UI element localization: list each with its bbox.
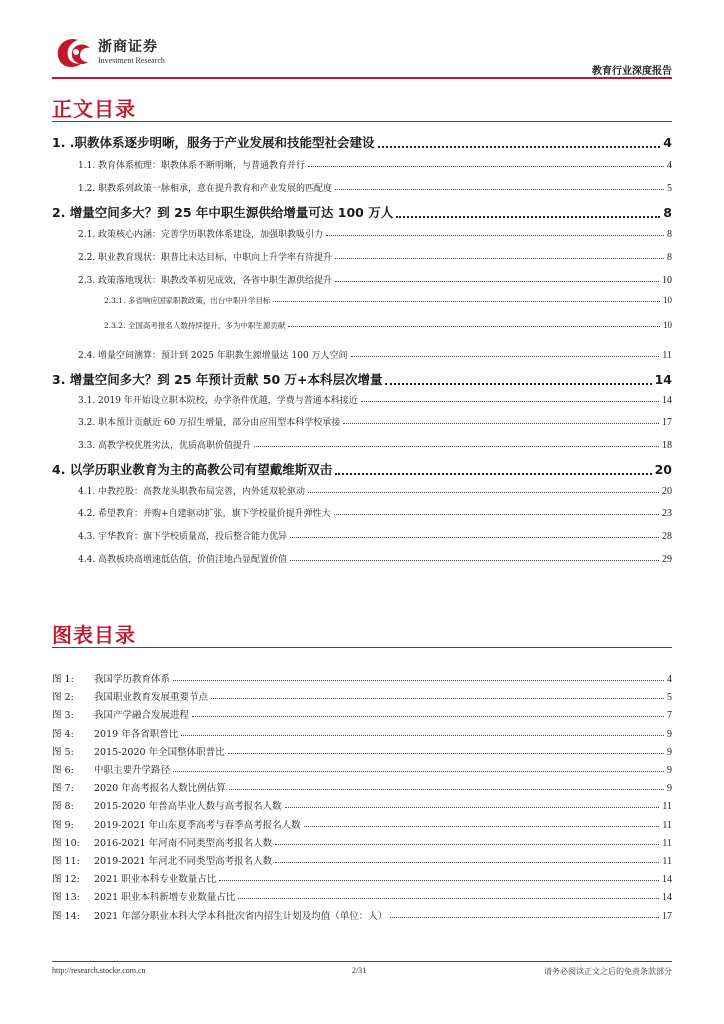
toc-entry-page: 10 (663, 295, 672, 305)
figure-label: 图 5: (52, 746, 74, 758)
figure-page: 9 (667, 765, 672, 776)
footer-url[interactable]: http://research.stocke.com.cn (52, 966, 146, 975)
figure-label: 图 13: (52, 892, 80, 904)
dot-leader (308, 492, 659, 493)
dot-leader (390, 917, 659, 918)
dot-leader (238, 898, 659, 899)
toc-entry-text: 4.4. 高教板块高增速低估值，价值洼地凸显配置价值 (78, 555, 288, 565)
page-number: 2/31 (352, 966, 367, 975)
figure-page: 11 (662, 819, 672, 831)
toc-entry-text: 1.2. 职教系列政策一脉相承，意在提升教育和产业发展的匹配度 (78, 184, 333, 194)
toc-entry-page: 4 (667, 160, 672, 171)
toc-entry[interactable] (104, 295, 672, 306)
toc-entry-page: 29 (662, 554, 672, 565)
footer-divider (52, 961, 672, 962)
toc-entry-text: 2.3. 政策落地现状：职教改革初见成效，各省中职生源供给提升 (78, 276, 333, 286)
figure-page: 7 (667, 710, 672, 722)
toc-entry-page: 8 (667, 252, 672, 263)
toc-entry-page: 17 (662, 417, 672, 428)
figure-page: 9 (667, 783, 672, 795)
figure-label: 图 3: (52, 710, 74, 722)
figure-label: 图 10: (52, 837, 80, 849)
toc-entry-page: 14 (654, 372, 672, 387)
toc-entry[interactable] (78, 506, 672, 519)
figure-label: 图 6: (52, 765, 74, 776)
figures-title-divider (52, 647, 672, 648)
figure-entry[interactable] (52, 853, 672, 867)
toc-entry-text: 4. 以学历职业教育为主的高教公司有望戴维斯双击 (52, 462, 333, 477)
dot-leader (254, 446, 659, 447)
toc-entry-page: 20 (662, 486, 672, 497)
dot-leader (385, 383, 651, 385)
toc-entry-text: 3. 增量空间多大？到 25 年预计贡献 50 万+本科层次增量 (52, 372, 383, 387)
figure-title: 2021 职业本科专业数量占比 (94, 874, 217, 886)
figure-entry[interactable] (52, 908, 672, 922)
toc-entry-text: 2. 增量空间多大？到 25 年中职生源供给增量可达 100 万人 (52, 205, 394, 220)
footer-disclaimer: 请务必阅读正文之后的免责条款部分 (544, 967, 672, 976)
toc-entry-text: 1. .职教体系逐步明晰，服务于产业发展和技能型社会建设 (52, 135, 375, 150)
toc-entry-text: 3.1. 2019 年开始设立职本院校，办学条件优越，学费与普通本科接近 (78, 396, 358, 406)
figure-entry[interactable] (52, 707, 672, 721)
toc-entry-text: 2.1. 政策核心内涵：完善学历职教体系建设，加强职教吸引力 (78, 230, 324, 240)
dot-leader (308, 166, 664, 167)
dot-leader (219, 880, 659, 881)
toc-entry[interactable] (52, 460, 672, 478)
figure-entry[interactable] (52, 780, 672, 794)
figure-title: 我国学历教育体系 (94, 674, 171, 685)
toc-entry[interactable] (52, 370, 672, 388)
figure-page: 11 (662, 801, 672, 813)
toc-entry[interactable] (52, 133, 672, 151)
figure-entry[interactable] (52, 871, 672, 885)
toc-entry-page: 4 (663, 135, 672, 150)
dot-leader (285, 807, 660, 808)
figure-title: 2015-2020 年全国整体职普比 (94, 746, 225, 758)
toc-entry[interactable] (78, 181, 672, 194)
figure-entry[interactable] (52, 835, 672, 849)
toc-entry-text: 2.3.1. 多省响应国家职教政策，出台中职升学目标 (104, 296, 271, 305)
dot-leader (351, 356, 660, 357)
figure-title: 2015-2020 年普高毕业人数与高考报名人数 (94, 801, 282, 813)
figure-page: 9 (667, 746, 672, 758)
figure-label: 图 11: (52, 856, 80, 867)
toc-entry[interactable] (78, 273, 672, 286)
toc-entry-text: 1.1. 教育体系梳理：职教体系不断明晰，与普通教育并行 (78, 161, 306, 171)
dot-leader (273, 301, 660, 302)
toc-entry[interactable] (78, 250, 672, 263)
figure-title: 中职主要升学路径 (94, 765, 171, 776)
toc-entry[interactable] (52, 203, 672, 221)
dot-leader (275, 844, 659, 845)
dot-leader (290, 560, 659, 561)
figure-page: 11 (662, 856, 672, 867)
dot-leader (181, 735, 664, 736)
toc-entry-text: 2.3.2. 全国高考报名人数持续提升，多为中职生源贡献 (104, 321, 286, 330)
figure-title: 我国产学融合发展进程 (94, 710, 190, 722)
toc-entry-text: 4.1. 中教控股：高教龙头职教布局完善，内外延双轮驱动 (78, 487, 306, 497)
dot-leader (396, 216, 660, 218)
figure-title: 2019-2021 年河北不同类型高考报名人数 (94, 856, 273, 867)
document-type: 教育行业深度报告 (592, 66, 672, 77)
toc-title-divider (52, 121, 672, 122)
figure-label: 图 9: (52, 819, 74, 831)
company-logo (52, 30, 202, 74)
figure-title: 我国职业教育发展重要节点 (94, 692, 209, 704)
figure-page: 5 (667, 692, 672, 704)
figure-title: 2021 职业本科新增专业数量占比 (94, 892, 236, 904)
dot-leader (335, 189, 664, 190)
figure-label: 图 12: (52, 874, 80, 886)
figure-entry[interactable] (52, 689, 672, 703)
figure-page: 14 (662, 892, 672, 904)
figure-label: 图 14: (52, 910, 80, 922)
dot-leader (343, 423, 659, 424)
figure-label: 图 7: (52, 783, 74, 795)
toc-entry-text: 3.3. 高教学校优胜劣汰，优质高职价值提升 (78, 441, 252, 451)
dot-leader (378, 146, 661, 148)
figures-title: 图表目录 (52, 623, 136, 647)
figure-entry[interactable] (52, 762, 672, 776)
figure-label: 图 1: (52, 674, 74, 685)
dot-leader (288, 326, 660, 327)
figure-title: 2019 年各省职普比 (94, 728, 179, 740)
header-divider (52, 77, 672, 79)
figure-entry[interactable] (52, 798, 672, 812)
toc-entry-text: 3.2. 职本预计贡献近 60 万招生增量，部分由应用型本科学校承接 (78, 418, 341, 428)
toc-entry-page: 23 (662, 508, 672, 519)
dot-leader (192, 716, 664, 717)
logo-emblem-icon (52, 32, 94, 72)
toc-entry-page: 10 (662, 275, 672, 286)
toc-entry-page: 11 (662, 350, 672, 361)
toc-entry-text: 4.3. 宇华教育：旗下学校质量高，投后整合能力优异 (78, 532, 288, 542)
dot-leader (326, 235, 664, 236)
toc-title: 正文目录 (52, 97, 136, 121)
toc-entry-page: 10 (663, 320, 672, 330)
toc-entry[interactable] (104, 320, 672, 331)
figure-page: 4 (667, 674, 672, 685)
company-name-en: Investment Research (98, 56, 165, 65)
toc-entry-page: 18 (662, 440, 672, 451)
dot-leader (275, 862, 659, 863)
toc-entry-page: 5 (667, 183, 672, 194)
dot-leader (335, 473, 651, 475)
figure-label: 图 4: (52, 728, 74, 740)
toc-entry[interactable] (78, 438, 672, 451)
dot-leader (228, 753, 664, 754)
figure-entry[interactable] (52, 889, 672, 903)
figure-label: 图 8: (52, 801, 74, 813)
figure-entry[interactable] (52, 817, 672, 831)
dot-leader (361, 401, 659, 402)
toc-entry-page: 8 (663, 205, 672, 220)
dot-leader (173, 680, 664, 681)
toc-entry[interactable] (78, 393, 672, 406)
toc-entry[interactable] (78, 552, 672, 565)
figure-entry[interactable] (52, 726, 672, 740)
toc-entry-text: 2.4. 增量空间测算：预计到 2025 年职教生源增量达 100 万人空间 (78, 351, 348, 361)
company-name-cn: 浙商证券 (98, 39, 158, 55)
dot-leader (334, 514, 659, 515)
figure-title: 2019-2021 年山东夏季高考与春季高考报名人数 (94, 819, 301, 831)
figure-title: 2020 年高考报名人数比例估算 (94, 783, 226, 795)
figure-page: 17 (662, 910, 672, 922)
toc-entry[interactable] (78, 348, 672, 361)
dot-leader (173, 771, 664, 772)
dot-leader (290, 537, 659, 538)
figure-entry[interactable] (52, 744, 672, 758)
figure-entry[interactable] (52, 671, 672, 685)
toc-entry-text: 2.2. 职业教育现状：职普比未达目标，中职向上升学率有待提升 (78, 253, 333, 263)
dot-leader (335, 281, 659, 282)
toc-entry-text: 4.2. 希望教育：并购+自建驱动扩张，旗下学校量价提升弹性大 (78, 509, 331, 519)
toc-entry-page: 8 (667, 229, 672, 240)
toc-entry[interactable] (78, 158, 672, 171)
dot-leader (211, 698, 664, 699)
toc-entry[interactable] (78, 227, 672, 240)
toc-entry-page: 14 (662, 395, 672, 406)
figure-page: 11 (662, 837, 672, 849)
figure-label: 图 2: (52, 692, 74, 704)
toc-entry-page: 28 (662, 531, 672, 542)
dot-leader (229, 789, 664, 790)
toc-entry[interactable] (78, 529, 672, 542)
figure-title: 2016-2021 年河南不同类型高考报名人数 (94, 837, 273, 849)
dot-leader (304, 826, 660, 827)
toc-entry[interactable] (78, 415, 672, 428)
figure-page: 14 (662, 874, 672, 886)
page-header (52, 30, 672, 78)
dot-leader (335, 258, 664, 259)
figure-title: 2021 年部分职业本科大学本科批次省内招生计划及均值（单位：人） (94, 910, 388, 922)
toc-entry[interactable] (78, 484, 672, 497)
figure-page: 9 (667, 728, 672, 740)
toc-entry-page: 20 (654, 462, 672, 477)
